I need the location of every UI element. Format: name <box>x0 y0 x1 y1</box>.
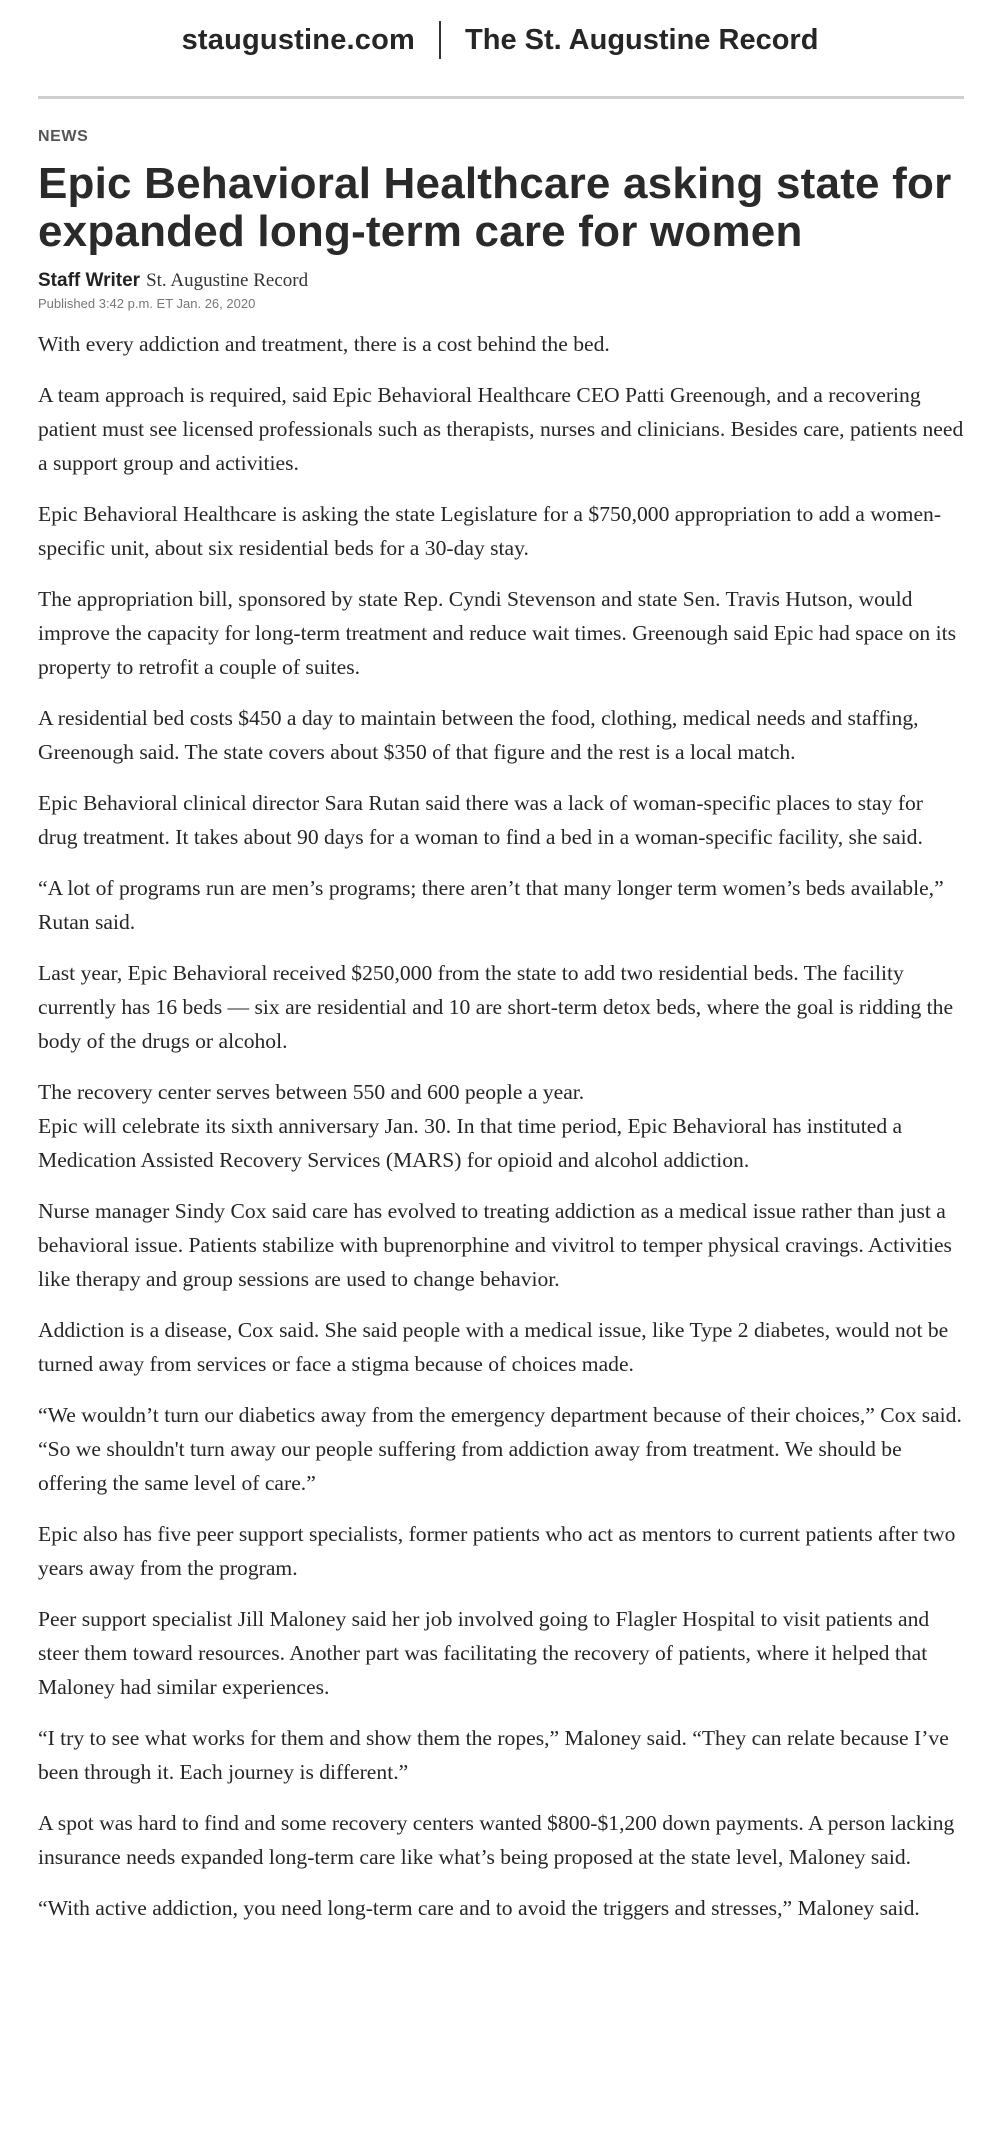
author-name: Staff Writer <box>38 270 141 291</box>
byline <box>38 270 964 292</box>
header-rule <box>38 96 964 99</box>
section-label[interactable]: NEWS <box>38 128 89 145</box>
paper-name-logo[interactable]: The St. Augustine Record <box>465 23 819 56</box>
paragraph: Epic will celebrate its sixth anniversary Jan. 30. In that time period, Epic Behavioral has instituted a Medication Assisted Recovery Services (MARS) for opioid and alcohol addiction. <box>38 1114 903 1172</box>
article-headline: Epic Behavioral Healthcare asking state for expanded long-term care for women <box>38 159 952 256</box>
paragraph: “A lot of programs run are men’s programs; there aren’t that many longer term women’s beds available,” Rutan said. <box>38 876 944 934</box>
published-timestamp: Published 3:42 p.m. ET Jan. 26, 2020 <box>38 296 256 311</box>
paragraph: The appropriation bill, sponsored by state Rep. Cyndi Stevenson and state Sen. Travis Hutson, would improve the capacity for long-term treatment and reduce wait times. Greenough said Epic had space on its property to retrofit a couple of suites. <box>38 587 957 679</box>
paragraph: Nurse manager Sindy Cox said care has evolved to treating addiction as a medical issue rather than just a behavioral issue. Patients stabilize with buprenorphine and vivitrol to temper physical cravings. Activities like therapy and group sessions are used to change behavior. <box>38 1199 952 1291</box>
masthead <box>0 0 1000 80</box>
paragraph: A team approach is required, said Epic Behavioral Healthcare CEO Patti Greenough, and a recovering patient must see licensed professionals such as therapists, nurses and clinicians. Besides care, patients need a support group and activities. <box>38 383 964 475</box>
paragraph: With every addiction and treatment, there is a cost behind the bed. <box>38 332 610 356</box>
paragraph: “I try to see what works for them and show them the ropes,” Maloney said. “They can relate because I’ve been through it. Each journey is different.” <box>38 1726 949 1784</box>
paragraph: Peer support specialist Jill Maloney said her job involved going to Flagler Hospital to visit patients and steer them toward resources. Another part was facilitating the recovery of patients, where it helped that Maloney had similar experiences. <box>38 1607 930 1699</box>
paragraph: The recovery center serves between 550 and 600 people a year. <box>38 1080 585 1104</box>
masthead-divider <box>439 21 441 59</box>
article <box>38 128 964 1942</box>
paragraph: “We wouldn’t turn our diabetics away from the emergency department because of their choices,” Cox said. “So we shouldn't turn away our people suffering from addiction away from treatment. We should be offering the same level of care.” <box>38 1403 962 1495</box>
paragraph: Epic Behavioral Healthcare is asking the state Legislature for a $750,000 appropriation to add a women-specific unit, about six residential beds for a 30-day stay. <box>38 502 942 560</box>
site-name-link[interactable]: staugustine.com <box>181 23 416 56</box>
paragraph: A spot was hard to find and some recovery centers wanted $800-$1,200 down payments. A person lacking insurance needs expanded long-term care like what’s being proposed at the state level, Maloney said. <box>38 1811 955 1869</box>
paragraph: A residential bed costs $450 a day to maintain between the food, clothing, medical needs and staffing, Greenough said. The state covers about $350 of that figure and the rest is a local match. <box>38 706 919 764</box>
paragraph: Addiction is a disease, Cox said. She said people with a medical issue, like Type 2 diabetes, would not be turned away from services or face a stigma because of choices made. <box>38 1318 949 1376</box>
paragraph: “With active addiction, you need long-term care and to avoid the triggers and stresses,” Maloney said. <box>38 1896 920 1920</box>
paragraph: Last year, Epic Behavioral received $250,000 from the state to add two residential beds. The facility currently has 16 beds — six are residential and 10 are short-term detox beds, where the goal is ridding the body of the drugs or alcohol. <box>38 961 954 1053</box>
paragraph: Epic Behavioral clinical director Sara Rutan said there was a lack of woman-specific places to stay for drug treatment. It takes about 90 days for a woman to find a bed in a woman-specific facility, she said. <box>38 791 923 849</box>
author-organization: St. Augustine Record <box>146 270 309 291</box>
article-body <box>38 327 964 1925</box>
paragraph: Epic also has five peer support specialists, former patients who act as mentors to current patients after two years away from the program. <box>38 1522 956 1580</box>
